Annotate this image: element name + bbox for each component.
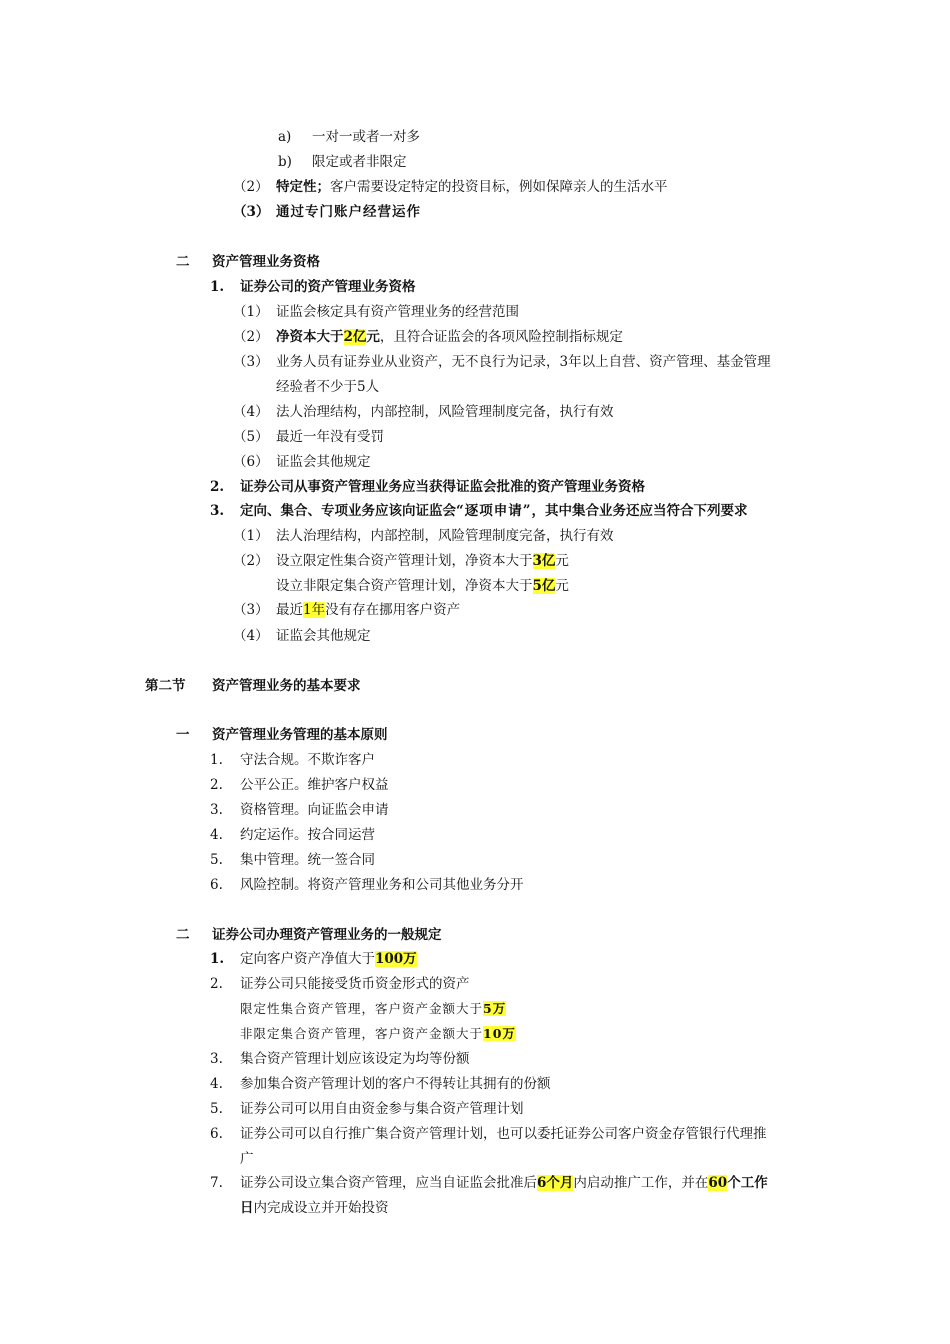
list-item-text — [240, 1174, 768, 1192]
subheading-part: 定向、集合、专项业务应该向证监会 — [240, 503, 456, 519]
list-item-text: 通过专门账户经营运作 — [276, 204, 421, 220]
list-marker: b) — [278, 154, 292, 170]
list-item-text: 证监会其他规定 — [276, 628, 371, 644]
bold-text: 日 — [240, 1200, 254, 1216]
plain-text: 元 — [555, 578, 569, 594]
highlight: 10万 — [483, 1026, 516, 1041]
plain-text: 定向客户资产净值大于 — [240, 951, 375, 967]
list-marker: （3） — [233, 602, 269, 618]
plain-text: 证券公司设立集合资产管理，应当自证监会批准后 — [240, 1175, 537, 1191]
highlight: 60 — [708, 1175, 728, 1191]
plain-text: 元 — [555, 553, 569, 569]
list-marker: 4. — [210, 1076, 223, 1092]
bold-text: 个工作 — [727, 1175, 768, 1191]
list-item-text: 风险控制。将资产管理业务和公司其他业务分开 — [240, 877, 524, 893]
list-item-sub — [240, 1000, 506, 1018]
list-marker: （2） — [233, 179, 269, 195]
list-marker: 6. — [210, 1126, 223, 1142]
bold-text: 净资本大于 — [276, 329, 344, 345]
plain-text: ，且符合证监会的各项风险控制指标规定 — [379, 329, 623, 345]
heading-title: 资产管理业务资格 — [212, 254, 320, 270]
list-marker: 5. — [210, 852, 223, 868]
list-marker: 2. — [210, 479, 225, 495]
list-item-text-continued — [240, 1199, 389, 1217]
list-item-text: 约定运作。按合同运营 — [240, 827, 375, 843]
list-item-text: 证券公司可以用自由资金参与集合资产管理计划 — [240, 1101, 524, 1117]
list-marker: 5. — [210, 1101, 223, 1117]
highlight: 100万 — [375, 951, 417, 967]
list-marker: 1. — [210, 951, 225, 967]
list-item-text — [276, 601, 460, 619]
list-marker: （4） — [233, 404, 269, 420]
list-item-text: 守法合规。不欺诈客户 — [240, 752, 375, 768]
list-marker: 3. — [210, 503, 225, 519]
plain-text: 非限定集合资产管理，客户资产金额大于 — [240, 1026, 484, 1041]
section-title: 资产管理业务的基本要求 — [212, 678, 361, 694]
term-text: 客户需要设定特定的投资目标，例如保障亲人的生活水平 — [330, 179, 668, 195]
list-item-text: 集合资产管理计划应该设定为均等份额 — [240, 1051, 470, 1067]
list-item-text-continued: 广 — [240, 1151, 254, 1167]
heading-title: 资产管理业务管理的基本原则 — [212, 727, 388, 743]
list-item-text: 法人治理结构，内部控制，风险管理制度完备，执行有效 — [276, 404, 614, 420]
bold-text: 元 — [366, 329, 380, 345]
plain-text: 设立非限定集合资产管理计划，净资本大于 — [276, 578, 533, 594]
list-marker: 7. — [210, 1175, 223, 1191]
list-marker: 2. — [210, 777, 223, 793]
highlight: 3亿 — [532, 553, 556, 569]
list-marker: （6） — [233, 454, 269, 470]
heading-marker: 二 — [176, 927, 190, 943]
list-item-sub — [240, 1025, 516, 1043]
list-marker: 1. — [210, 279, 225, 295]
list-marker: a) — [278, 129, 292, 145]
list-item-text: 证券公司只能接受货币资金形式的资产 — [240, 976, 470, 992]
subheading: 证券公司从事资产管理业务应当获得证监会批准的资产管理业务资格 — [240, 479, 645, 495]
list-item-text: 公平公正。维护客户权益 — [240, 777, 389, 793]
subheading-part: ，其中集合业务还应当符合下列要求 — [531, 503, 748, 519]
list-marker: （1） — [233, 528, 269, 544]
highlight: 2亿 — [343, 329, 367, 345]
highlight: 5万 — [483, 1001, 507, 1016]
plain-text: 最近 — [276, 602, 303, 618]
list-item-text: 集中管理。统一签合同 — [240, 852, 375, 868]
list-marker: 4. — [210, 827, 223, 843]
list-marker: 2. — [210, 976, 223, 992]
term-label: 特定性 — [276, 179, 317, 195]
list-marker: （2） — [233, 329, 269, 345]
plain-text: 设立限定性集合资产管理计划，净资本大于 — [276, 553, 533, 569]
list-item-text — [276, 552, 569, 570]
list-item-text: 证监会其他规定 — [276, 454, 371, 470]
term-separator: ； — [316, 179, 330, 195]
list-item-text — [276, 178, 668, 196]
section-marker: 第二节 — [145, 678, 186, 694]
plain-text: 内启动推广工作，并在 — [573, 1175, 709, 1191]
list-item-text-continued — [276, 577, 569, 595]
list-marker: （4） — [233, 628, 269, 644]
heading-title: 证券公司办理资产管理业务的一般规定 — [212, 927, 442, 943]
list-item-text: 资格管理。向证监会申请 — [240, 802, 389, 818]
list-item-text — [276, 328, 623, 346]
list-marker: （2） — [233, 553, 269, 569]
highlight: 6个月 — [537, 1175, 574, 1191]
list-item-text: 法人治理结构，内部控制，风险管理制度完备，执行有效 — [276, 528, 614, 544]
plain-text: 内完成设立并开始投资 — [253, 1200, 389, 1216]
list-item-text: 业务人员有证券业从业资产，无不良行为记录，3年以上自营、资产管理、基金管理 — [276, 354, 771, 370]
list-marker: （1） — [233, 304, 269, 320]
list-marker: 6. — [210, 877, 223, 893]
list-item-text: 最近一年没有受罚 — [276, 429, 384, 445]
plain-text: 限定性集合资产管理，客户资产金额大于 — [240, 1001, 484, 1016]
list-item-text: 限定或者非限定 — [312, 154, 407, 170]
list-item-text-continued: 经验者不少于5人 — [276, 379, 380, 395]
quoted-term: “逐项申请” — [456, 503, 532, 519]
highlight: 1年 — [303, 602, 326, 618]
list-item-text: 证券公司可以自行推广集合资产管理计划，也可以委托证券公司客户资金存管银行代理推 — [240, 1126, 767, 1142]
list-marker: 3. — [210, 802, 223, 818]
plain-text: 没有存在挪用客户资产 — [325, 602, 461, 618]
list-marker: （5） — [233, 429, 269, 445]
list-marker: 1. — [210, 752, 223, 768]
heading-marker: 一 — [176, 727, 190, 743]
highlight: 5亿 — [532, 578, 556, 594]
list-marker: （3） — [233, 354, 269, 370]
list-marker: （3） — [233, 204, 270, 220]
subheading — [240, 502, 748, 520]
heading-marker: 二 — [176, 254, 190, 270]
list-item-text: 参加集合资产管理计划的客户不得转让其拥有的份额 — [240, 1076, 551, 1092]
list-item-text — [240, 950, 417, 968]
subheading: 证券公司的资产管理业务资格 — [240, 279, 416, 295]
list-item-text: 一对一或者一对多 — [312, 129, 420, 145]
list-item-text: 证监会核定具有资产管理业务的经营范围 — [276, 304, 519, 320]
list-marker: 3. — [210, 1051, 223, 1067]
